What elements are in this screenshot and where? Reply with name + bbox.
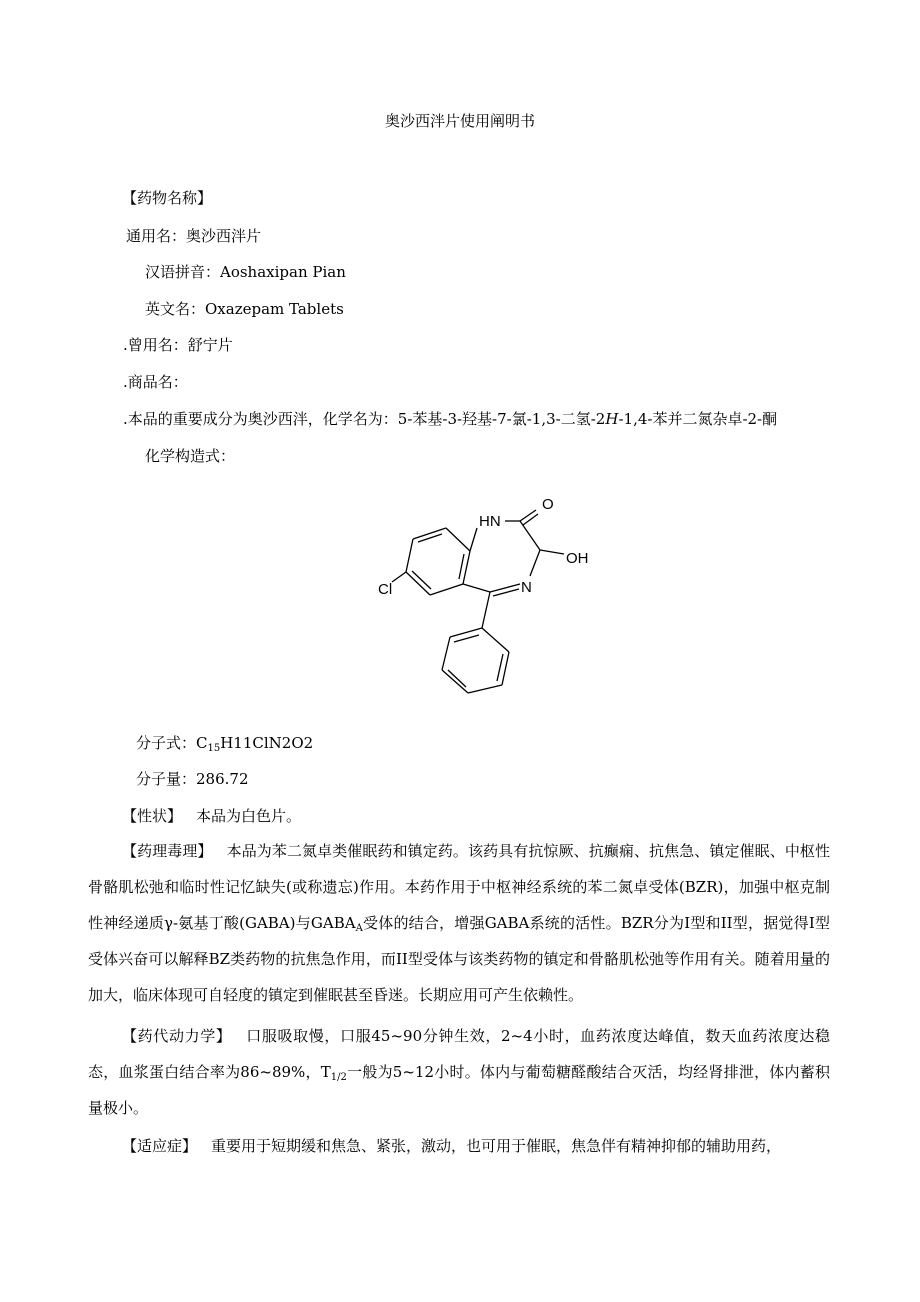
pinyin-name: 汉语拼音：Aoshaxipan Pian bbox=[145, 263, 346, 281]
pharmacology-text-b: 受体的结合，增强GABA系统的活性。BZR分为I型和II型，据觉得I型受体兴奋可以解释BZ类药物的抗焦急作用，而II型受体与该类药物的镇定和骨骼肌松弛等作用有关。随着用量的加大，临床体现可自轻度的镇定到催眠甚至昏迷。长期应用可产生依赖性。 bbox=[88, 914, 830, 1004]
indications-text: 重要用于短期缓和焦急、紧张，激动，也可用于催眠，焦急伴有精神抑郁的辅助用药， bbox=[211, 1137, 782, 1155]
bond bbox=[490, 584, 520, 592]
indications-paragraph bbox=[88, 1128, 830, 1164]
bond bbox=[392, 572, 406, 582]
molecular-formula bbox=[136, 732, 313, 753]
pharmacokinetics-text-b: 一般为5~12小时。体内与葡萄糖醛酸结合灭活，均经肾排泄，体内蓄积量极小。 bbox=[88, 1063, 830, 1117]
composition-text-a: .本品的重要成分为奥沙西泮，化学名为：5-苯基-3-羟基-7-氯-1,3-二氢-2 bbox=[123, 410, 606, 428]
bond bbox=[530, 550, 540, 576]
formula-subscript: 15 bbox=[207, 743, 221, 754]
bond bbox=[463, 584, 490, 592]
bond bbox=[459, 554, 464, 579]
chemical-structure-diagram bbox=[370, 488, 610, 698]
formula-rest: H11ClN2O2 bbox=[220, 734, 314, 752]
pharmacology-heading: 【药理毒理】 bbox=[122, 842, 213, 860]
pharmacokinetics-heading: 【药代动力学】 bbox=[122, 1027, 232, 1045]
bond bbox=[406, 539, 413, 572]
bond bbox=[523, 514, 538, 525]
atom-nitrogen: N bbox=[521, 579, 532, 596]
bond bbox=[442, 670, 468, 693]
bond bbox=[413, 528, 446, 539]
atom-chlorine: Cl bbox=[378, 581, 393, 598]
bond bbox=[406, 572, 430, 595]
english-name: 英文名：Oxazepam Tablets bbox=[145, 300, 344, 318]
pharmacokinetics-paragraph bbox=[88, 1018, 830, 1126]
pharmacology-paragraph bbox=[88, 833, 830, 1013]
drug-name-heading: 【药物名称】 bbox=[122, 189, 213, 207]
document-title: 奥沙西泮片使用阐明书 bbox=[384, 112, 535, 130]
atom-oh: OH bbox=[566, 550, 589, 567]
former-name: .曾用名：舒宁片 bbox=[123, 336, 233, 354]
bond bbox=[468, 685, 502, 693]
bond bbox=[446, 528, 470, 551]
bond bbox=[418, 534, 442, 542]
appearance-line bbox=[122, 805, 301, 826]
bond bbox=[430, 584, 463, 595]
trade-name: .商品名： bbox=[123, 373, 188, 391]
atom-oxygen: O bbox=[542, 496, 554, 513]
appearance-text: 本品为白色片。 bbox=[196, 807, 302, 825]
bond bbox=[442, 637, 450, 670]
atom-nh: HN bbox=[479, 513, 501, 530]
structure-bonds bbox=[392, 510, 564, 693]
pharmacokinetics-subscript: 1/2 bbox=[330, 1072, 347, 1083]
generic-name: 通用名：奥沙西泮片 bbox=[126, 227, 262, 245]
structure-label: 化学构造式： bbox=[145, 447, 236, 465]
indications-heading: 【适应症】 bbox=[122, 1137, 198, 1155]
bond bbox=[482, 628, 509, 652]
bond bbox=[454, 635, 479, 642]
bond bbox=[497, 654, 503, 681]
bond bbox=[482, 592, 490, 628]
appearance-heading: 【性状】 bbox=[122, 807, 183, 825]
pharmacokinetics-text-a: 口服吸取慢，口服45~90分钟生效，2~4小时，血药浓度达峰值，数天血药浓度达稳态，血浆蛋白结合率为86~89%，T bbox=[88, 1027, 830, 1081]
bond bbox=[540, 550, 564, 554]
composition-italic: H bbox=[605, 410, 619, 428]
pharmacology-text-a: 本品为苯二氮卓类催眠药和镇定药。该药具有抗惊厥、抗癫痫、抗焦急、镇定催眠、中枢性骨骼肌松弛和临时性记忆缺失(或称遗忘)作用。本药作用于中枢神经系统的苯二氮卓受体(BZR)，加强中枢克制性神经递质γ-氨基丁酸(GABA)与GABA bbox=[88, 842, 830, 932]
bond bbox=[520, 521, 540, 550]
bond bbox=[520, 510, 536, 521]
composition-text-b: -1,4-苯并二氮杂卓-2-酮 bbox=[618, 410, 778, 428]
bond bbox=[502, 652, 509, 685]
molecular-weight: 分子量：286.72 bbox=[136, 770, 249, 788]
pharmacology-subscript: A bbox=[355, 923, 363, 934]
formula-label: 分子式：C bbox=[136, 734, 208, 752]
composition-line bbox=[123, 408, 777, 429]
bond bbox=[470, 528, 477, 551]
